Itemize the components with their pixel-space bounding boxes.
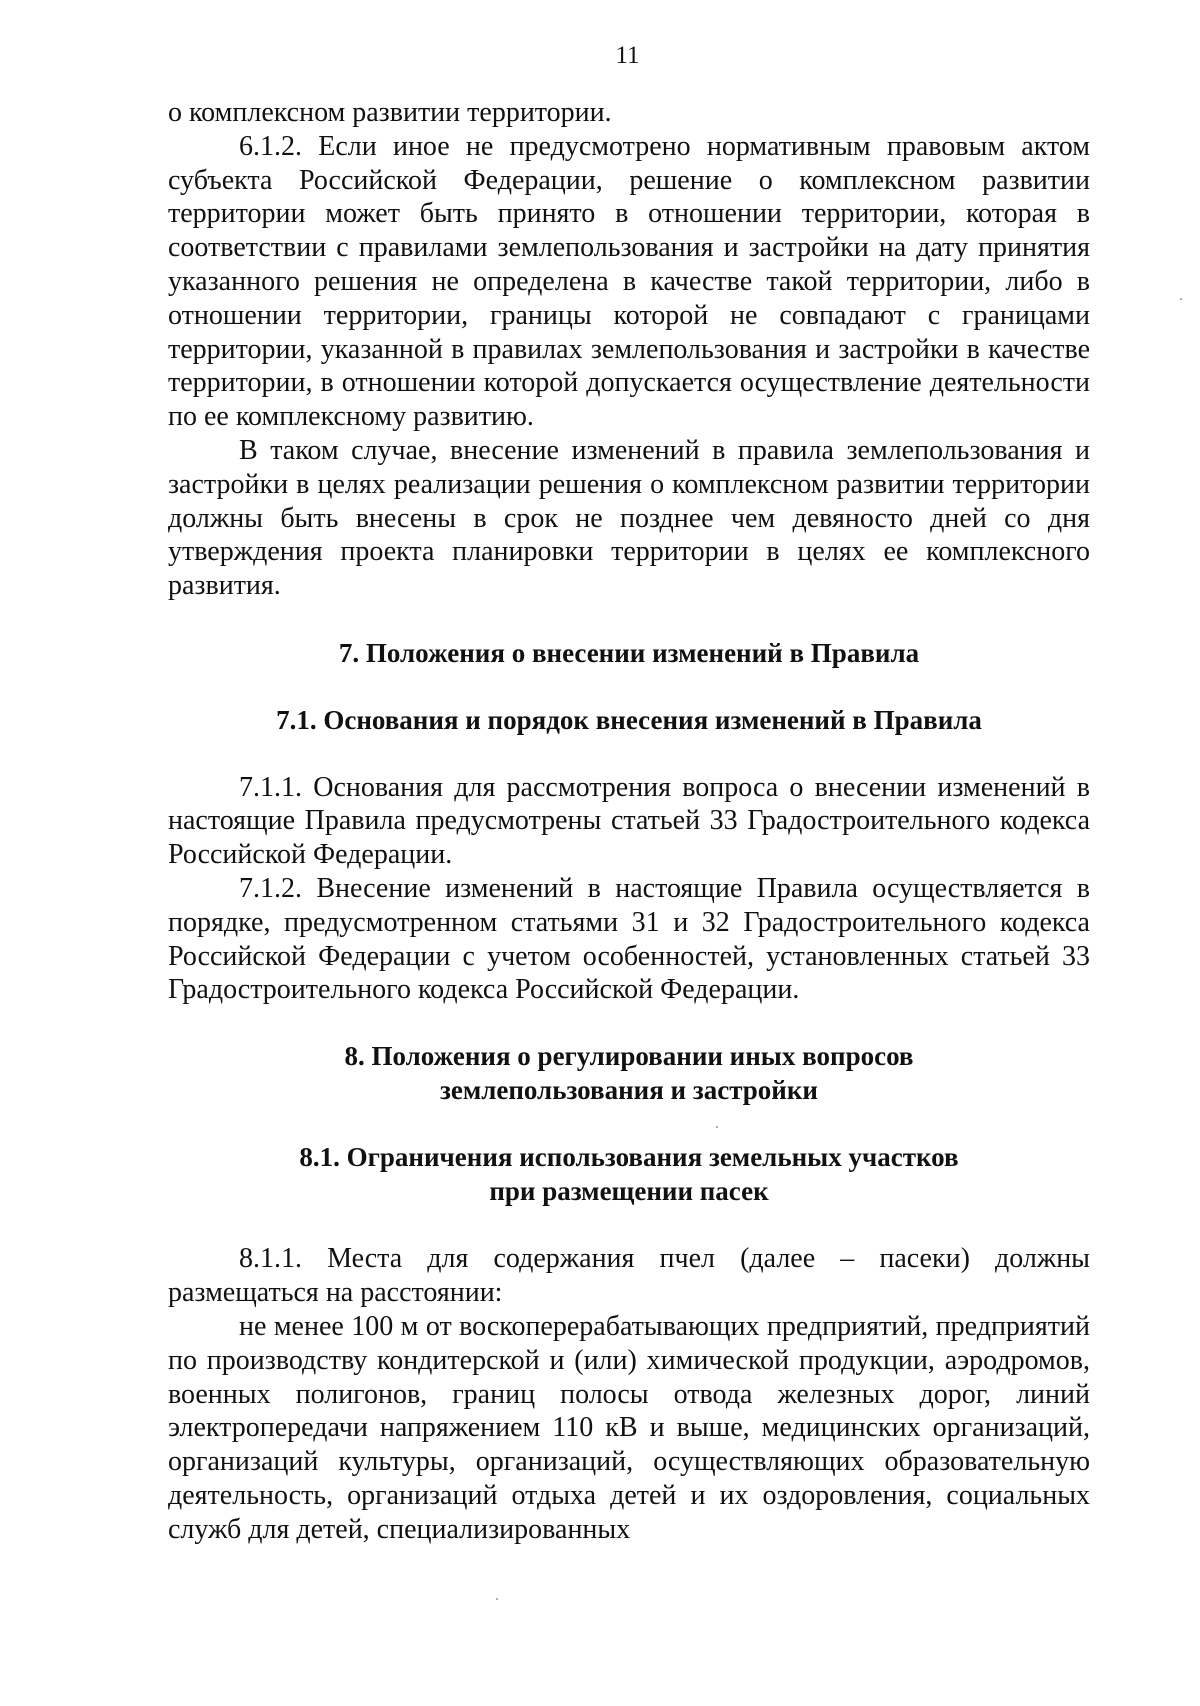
heading-section-7-1: 7.1. Основания и порядок внесения изменений в Правила [276,704,982,735]
heading-section-8-1-line-2: при размещении пасек [489,1175,769,1206]
paragraph-case: В таком случае, внесение изменений в правила землепользования и застройки в целях реализации решения о комплексном развитии территории должны быть внесены в срок не позднее чем девяносто дней со дня утверждения проекта планировки территории в целях ее комплексного развития. [168,434,1090,602]
paragraph-8-1-1: 8.1.1. Места для содержания пчел (далее – пасеки) должны размещаться на расстоянии: [168,1243,1090,1309]
heading-section-8 [168,1040,1090,1108]
heading-section-8-1-line-1: 8.1. Ограничения использования земельных участков [299,1141,959,1172]
scan-speck [1180,298,1182,300]
scan-speck [716,1126,718,1128]
scan-speck [496,1598,498,1600]
document-body [168,96,1090,1546]
paragraph-7-1-2: 7.1.2. Внесение изменений в настоящие Правила осуществляется в порядке, предусмотренном статьями 31 и 32 Градостроительного кодекса Российской Федерации с учетом особенностей, установленных статьей 33 Градостроительного кодекса Российской Федерации. [168,872,1090,1006]
paragraph-7-1-1: 7.1.1. Основания для рассмотрения вопроса о внесении изменений в настоящие Правила предусмотрены статьей 33 Градостроительного кодекса Российской Федерации. [168,771,1090,871]
heading-section-8-line-1: 8. Положения о регулировании иных вопросов [344,1041,914,1072]
heading-section-8-1 [168,1141,1090,1209]
paragraph-6-1-2: 6.1.2. Если иное не предусмотрено нормативным правовым актом субъекта Российской Федерации, решение о комплексном развитии территории может быть принято в отношении территории, которая в соответствии с правилами землепользования и застройки на дату принятия указанного решения не определена в качестве такой территории, либо в отношении территории, границы которой не совпадают с границами территории, указанной в правилах землепользования и застройки в качестве территории, в отношении которой допускается осуществление деятельности по ее комплексному развитию. [168,130,1090,433]
page-number: 11 [615,42,640,69]
heading-section-7: 7. Положения о внесении изменений в Правила [338,637,920,668]
paragraph-intro: о комплексном развитии территории. [168,97,612,128]
heading-section-8-line-2: землепользования и застройки [440,1074,818,1105]
paragraph-8-1-1-list: не менее 100 м от воскоперерабатывающих предприятий, предприятий по производству кондитерской и (или) химической продукции, аэродромов, военных полигонов, границ полосы отвода железных дорог, линий электропередачи напряжением 110 кВ и выше, медицинских организаций, организаций культуры, организаций, осуществляющих образовательную деятельность, организаций отдыха детей и их оздоровления, социальных служб для детей, специализированных [168,1310,1090,1545]
